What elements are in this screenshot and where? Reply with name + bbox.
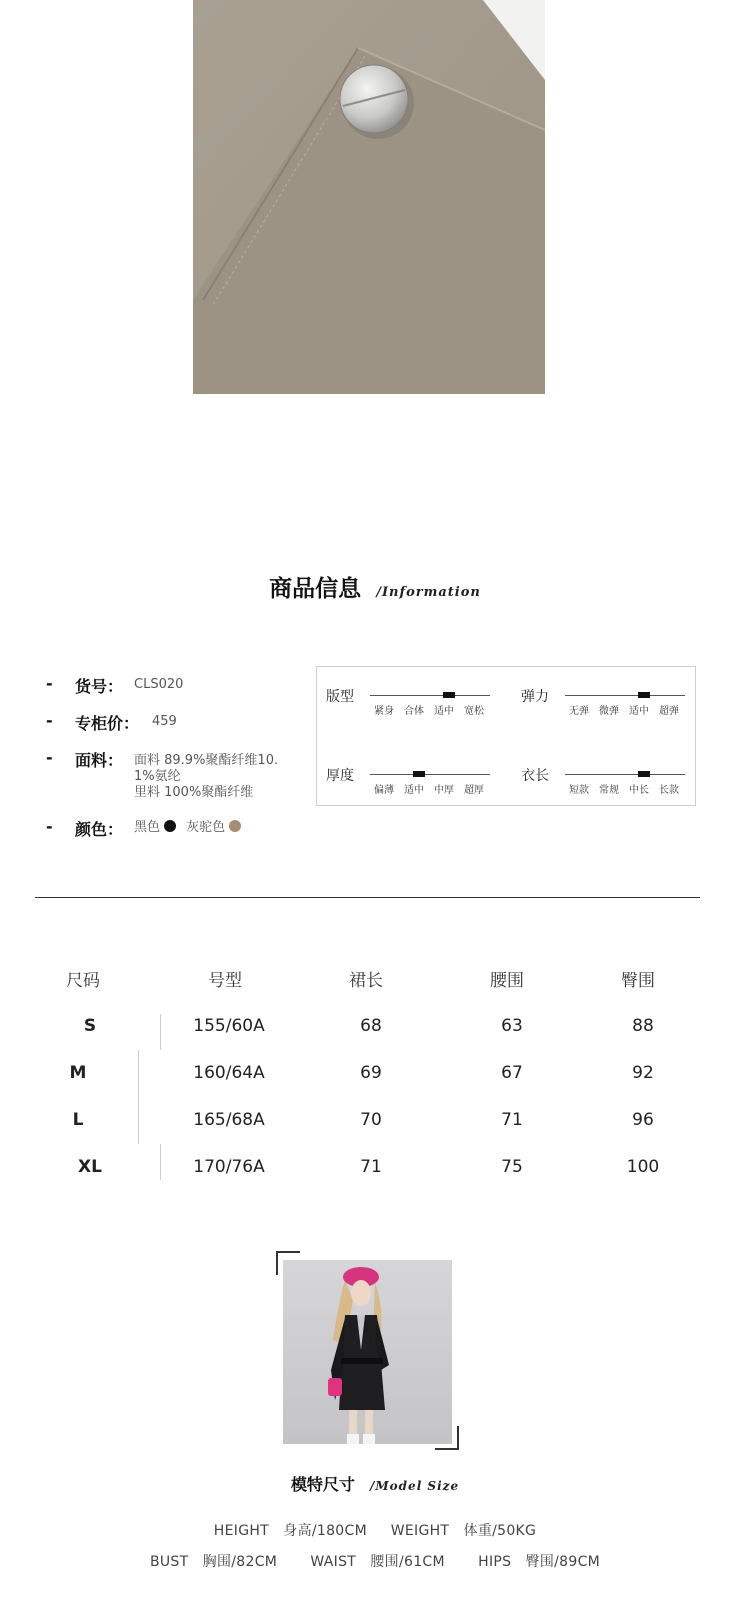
attr-option: 长款 xyxy=(659,785,679,796)
fabric-line-3: 里料 100%聚酯纤维 xyxy=(134,785,254,800)
attr-level-mark xyxy=(413,771,425,777)
attr-level-mark xyxy=(638,771,650,777)
attr-name: 版型 xyxy=(326,689,354,705)
color-values xyxy=(134,820,241,836)
attr-name: 厚度 xyxy=(326,768,354,784)
spec-cell: 170/76A xyxy=(193,1157,265,1177)
length-cell: 68 xyxy=(360,1016,382,1036)
info-title-cn: 商品信息 xyxy=(269,575,362,602)
color-name-camel: 灰驼色 xyxy=(186,820,226,835)
attr-option: 合体 xyxy=(404,706,424,717)
attr-option: 中厚 xyxy=(434,785,454,796)
waist-cell: 71 xyxy=(501,1110,523,1130)
size-header-hips: 臀围 xyxy=(621,971,655,991)
model-title-en: /Model Size xyxy=(370,1479,460,1493)
size-header-size: 尺码 xyxy=(66,971,100,991)
attr-option: 常规 xyxy=(599,785,619,796)
fabric-line-1: 面料 89.9%聚酯纤维10. xyxy=(134,753,279,768)
waist-cell: 67 xyxy=(501,1063,523,1083)
size-header-waist: 腰围 xyxy=(490,971,524,991)
attr-option: 中长 xyxy=(629,785,649,796)
attr-level-mark xyxy=(443,692,455,698)
hips-cell: 96 xyxy=(632,1110,654,1130)
hips-cell: 92 xyxy=(632,1063,654,1083)
fabric-detail-photo xyxy=(193,0,545,394)
info-section-title xyxy=(0,570,750,603)
attr-option: 短款 xyxy=(569,785,589,796)
attr-name: 衣长 xyxy=(521,768,549,784)
attr-name: 弹力 xyxy=(521,689,549,705)
spec-cell: 160/64A xyxy=(193,1063,265,1083)
attr-option: 适中 xyxy=(404,785,424,796)
attr-option: 紧身 xyxy=(374,706,394,717)
table-separator xyxy=(160,1014,161,1050)
color-label: 颜色： xyxy=(75,820,124,839)
table-separator xyxy=(138,1050,139,1144)
attributes-box xyxy=(316,666,696,806)
attr-option: 无弹 xyxy=(569,706,589,717)
length-cell: 70 xyxy=(360,1110,382,1130)
spec-cell: 155/60A xyxy=(193,1016,265,1036)
table-separator xyxy=(160,1144,161,1180)
fabric-line-2: 1%氨纶 xyxy=(134,769,181,784)
size-header-spec: 号型 xyxy=(208,971,242,991)
attr-option: 适中 xyxy=(629,706,649,717)
attr-level-mark xyxy=(638,692,650,698)
attr-option: 微弹 xyxy=(599,706,619,717)
length-cell: 69 xyxy=(360,1063,382,1083)
color-swatch-camel xyxy=(229,820,241,832)
hips-cell: 100 xyxy=(626,1157,660,1177)
sku-label: 货号： xyxy=(75,677,124,696)
size-cell: S xyxy=(83,1016,97,1036)
model-measurements-line-1: HEIGHT 身高/180CM WEIGHT 体重/50KG xyxy=(213,1523,537,1539)
waist-cell: 63 xyxy=(501,1016,523,1036)
model-measurements-line-2: BUST 胸围/82CM WAIST 腰围/61CM HIPS 臀围/89CM xyxy=(149,1554,601,1570)
sku-value: CLS020 xyxy=(134,677,184,692)
fabric-value xyxy=(134,753,278,801)
color-name-black: 黑色 xyxy=(134,820,161,835)
price-label: 专柜价： xyxy=(75,714,140,733)
model-section-title xyxy=(0,1472,750,1495)
attr-option: 宽松 xyxy=(464,706,484,717)
model-title-cn: 模特尺寸 xyxy=(290,1475,355,1494)
size-cell: XL xyxy=(78,1157,102,1177)
size-header-length: 裙长 xyxy=(349,971,383,991)
attr-option: 偏薄 xyxy=(374,785,394,796)
waist-cell: 75 xyxy=(501,1157,523,1177)
length-cell: 71 xyxy=(360,1157,382,1177)
attr-option: 超厚 xyxy=(464,785,484,796)
color-swatch-black xyxy=(164,820,176,832)
section-divider xyxy=(35,897,700,898)
spec-cell: 165/68A xyxy=(193,1110,265,1130)
attr-option: 适中 xyxy=(434,706,454,717)
info-title-en: /Information xyxy=(376,585,481,600)
hips-cell: 88 xyxy=(632,1016,654,1036)
price-value: 459 xyxy=(152,714,177,729)
model-photo xyxy=(283,1260,452,1444)
attr-option: 超弹 xyxy=(659,706,679,717)
size-cell: L xyxy=(72,1110,84,1130)
fabric-label: 面料： xyxy=(75,751,124,770)
size-cell: M xyxy=(69,1063,87,1083)
